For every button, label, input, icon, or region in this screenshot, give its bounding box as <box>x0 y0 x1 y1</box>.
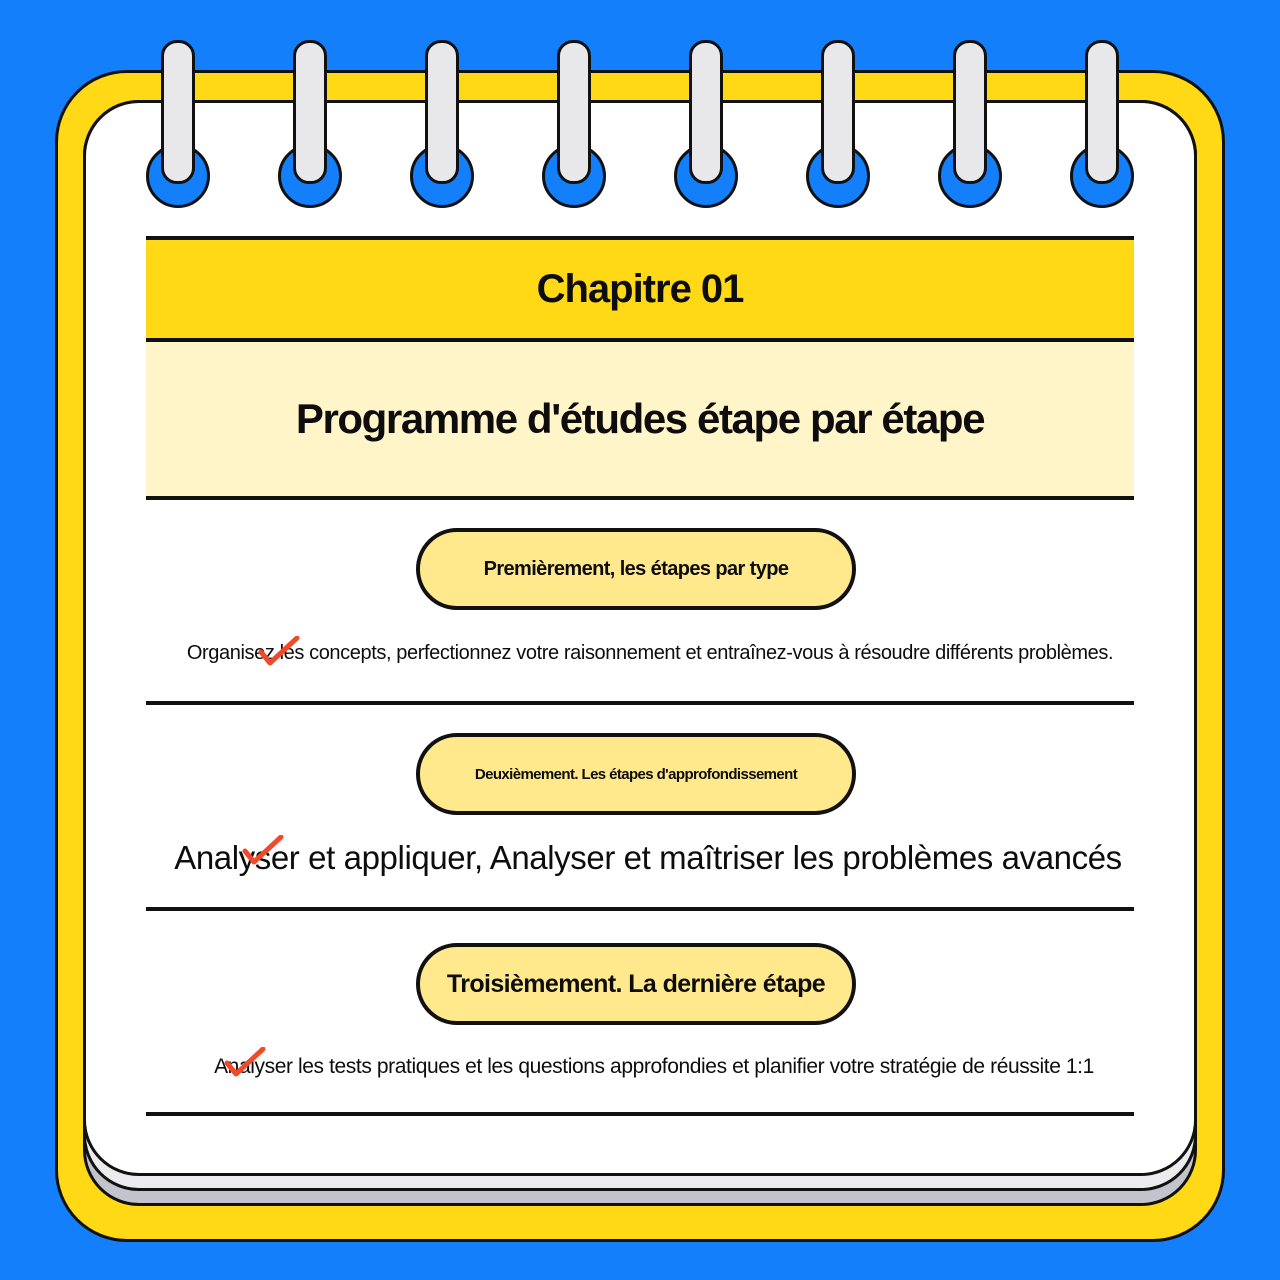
spiral-ring-icon <box>938 40 1002 104</box>
section-heading-pill: Premièrement, les étapes par type <box>416 528 856 610</box>
section-third <box>146 911 1134 1116</box>
section-description: Analyser les tests pratiques et les questions approfondies et planifier votre stratégie de réussite 1:1 <box>214 1055 1094 1078</box>
page-title: Programme d'études étape par étape <box>146 342 1134 500</box>
section-heading-pill: Troisièmement. La dernière étape <box>416 943 856 1025</box>
section-second <box>146 705 1134 911</box>
checkmark-icon <box>224 1047 266 1079</box>
checkmark-icon <box>258 636 300 668</box>
spiral-ring-icon <box>410 40 474 104</box>
section-heading-pill: Deuxièmement. Les étapes d'approfondissement <box>416 733 856 815</box>
chapter-label: Chapitre 01 <box>146 236 1134 342</box>
spiral-ring-icon <box>674 40 738 104</box>
notebook-content <box>146 236 1134 1116</box>
spiral-ring-icon <box>278 40 342 104</box>
section-description: Organisez les concepts, perfectionnez votre raisonnement et entraînez-vous à résoudre différents problèmes. <box>186 642 1114 664</box>
section-first <box>146 500 1134 705</box>
spiral-ring-icon <box>1070 40 1134 104</box>
checkmark-icon <box>242 835 284 867</box>
spiral-ring-icon <box>146 40 210 104</box>
section-description: Analyser et appliquer, Analyser et maîtriser les problèmes avancés <box>174 839 1122 876</box>
spiral-ring-icon <box>806 40 870 104</box>
spiral-ring-icon <box>542 40 606 104</box>
